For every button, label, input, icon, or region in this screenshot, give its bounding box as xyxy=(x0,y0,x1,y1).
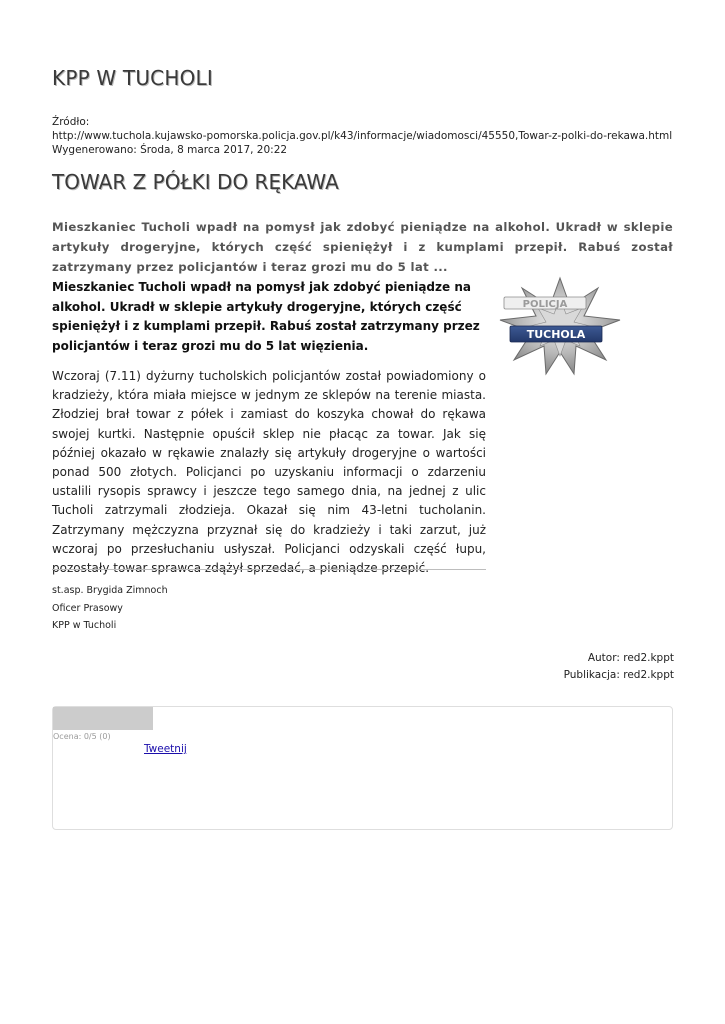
lead-summary: Mieszkaniec Tucholi wpadł na pomysł jak zdobyć pieniądze na alkohol. Ukradł w sklepie artykuły drogeryjne, których część spieniężył i z kumplami przepił. Rabuś został zatrzymany przez policjantów i teraz grozi mu do 5 lat ... xyxy=(52,220,673,274)
source-meta xyxy=(52,115,672,158)
rating-panel xyxy=(52,706,673,830)
lead-full: Mieszkaniec Tucholi wpadł na pomysł jak zdobyć pieniądze na alkohol. Ukradł w sklepie artykuły drogeryjne, których część spieniężył i z kumplami przepił. Rabuś został zatrzymany przez policjantów i teraz grozi mu do 5 lat więzienia. xyxy=(52,280,480,353)
generated-date: Wygenerowano: Środa, 8 marca 2017, 20:22 xyxy=(52,144,288,157)
content-divider xyxy=(52,569,486,570)
article-body: Wczoraj (7.11) dyżurny tucholskich policjantów został powiadomiony o kradzieży, która miała miejsce w jednym ze sklepów na terenie miasta. Złodziej brał towar z półek i zamiast do koszyka chował do rękawa swojej kurtki. Następnie opuścił sklep nie płacąc za towar. Jak się później okazało w rękawie znalazły się artykuły drogeryjne o wartości ponad 500 złotych. Policjanci po uzyskaniu informacji o zdarzeniu ustalili rysopis sprawcy i jeszcze tego samego dnia, na jednej z ulic Tucholi zatrzymali złodzieja. Okazał się nim 43-letni tucholanin. Zatrzymany mężczyzna przyznał się do kradzieży i taki zarzut, już wczoraj po przesłuchaniu usłyszał. Policjanci odzyskali część łupu, xyxy=(52,369,486,556)
police-star-icon xyxy=(490,276,630,376)
tweet-link[interactable]: Tweetnij xyxy=(144,743,187,755)
site-title: KPP W TUCHOLI xyxy=(52,66,213,90)
credits-block xyxy=(564,650,674,684)
badge-bottom-text: TUCHOLA xyxy=(526,328,586,341)
source-url: http://www.tuchola.kujawsko-pomorska.policja.gov.pl/k43/informacje/wiadomosci/45550,Towar-z-polki-do-rekawa.html xyxy=(52,130,673,143)
signature-role: Oficer Prasowy xyxy=(52,602,123,614)
rating-bar[interactable] xyxy=(53,707,153,730)
signature-block xyxy=(52,582,168,635)
police-badge-image xyxy=(490,276,630,376)
rating-label: Ocena: 0/5 (0) xyxy=(53,732,111,741)
signature-name: st.asp. Brygida Zimnoch xyxy=(52,585,168,596)
publication-credit: Publikacja: red2.kppt xyxy=(563,669,674,681)
source-label: Źródło: xyxy=(52,116,90,128)
author-credit: Autor: red2.kppt xyxy=(587,652,674,664)
badge-top-text: POLICJA xyxy=(522,299,568,310)
signature-unit: KPP w Tucholi xyxy=(52,620,117,631)
article-title: TOWAR Z PÓŁKI DO RĘKAWA xyxy=(52,170,339,194)
